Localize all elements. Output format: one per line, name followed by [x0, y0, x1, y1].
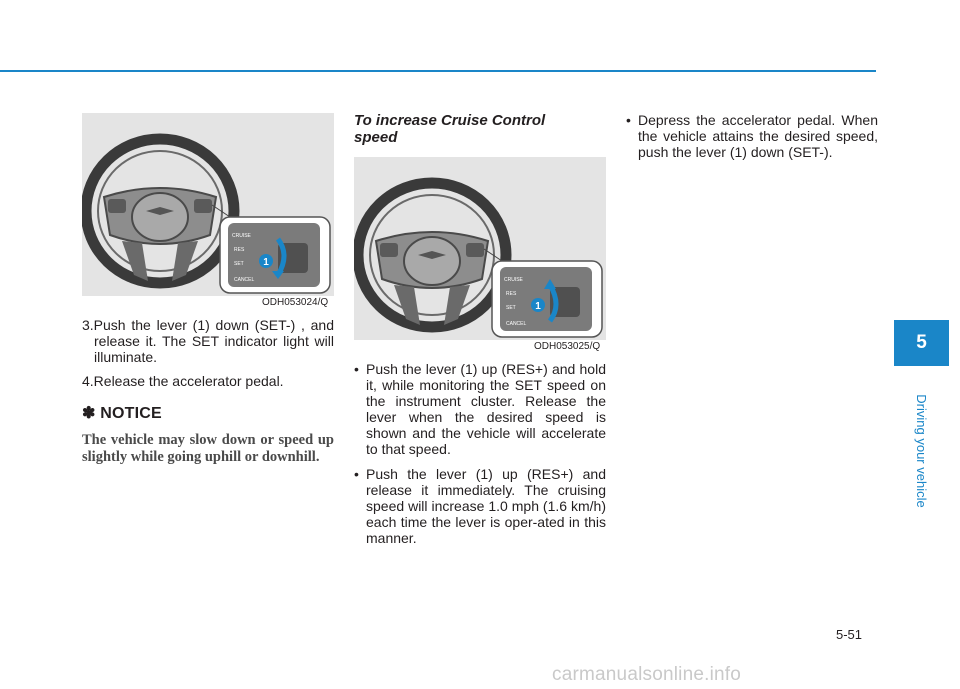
notice-body: The vehicle may slow down or speed up slightly while going uphill or downhill. — [82, 432, 334, 465]
notice-title: NOTICE — [100, 405, 162, 422]
res-label: RES — [234, 247, 245, 253]
watermark: carmanualsonline.info — [552, 664, 742, 685]
header-rule — [0, 70, 876, 72]
steering-wheel-figure-set — [82, 113, 334, 296]
accelerator-bullets — [626, 112, 878, 169]
res-label: RES — [506, 291, 517, 297]
set-label: SET — [234, 261, 244, 267]
bullet-item — [354, 361, 606, 457]
callout-number: 1 — [263, 257, 269, 268]
steering-wheel-figure-res — [354, 157, 606, 340]
bullet-item — [626, 112, 878, 160]
callout-number: 1 — [535, 301, 541, 312]
res-bullets — [354, 361, 606, 555]
bullet-dot-icon: • — [354, 361, 359, 377]
bullet-text: Push the lever (1) up (RES+) and hold it, while monitoring the SET speed on the instrument cluster. Release the lever when the desired speed is shown and the vehicle will accelerate to that speed. — [366, 361, 606, 457]
page-number: 5-51 — [836, 627, 863, 642]
section-title: To increase Cruise Control speed — [354, 112, 546, 146]
cancel-label: CANCEL — [234, 277, 255, 283]
bullet-text: Depress the accelerator pedal. When the vehicle attains the desired speed, push the lever (1) down (SET-). — [638, 112, 878, 160]
set-label: SET — [506, 305, 516, 311]
cruise-label: CRUISE — [232, 233, 251, 239]
notice-star-icon: ✽ — [82, 405, 96, 422]
cancel-label: CANCEL — [506, 321, 527, 327]
chapter-tab: 5 — [894, 320, 949, 366]
steering-wheel-set-illustration — [82, 113, 334, 296]
set-steps — [82, 317, 334, 397]
bullet-text: Push the lever (1) up (RES+) and release it immediately. The cruising speed will increase 1.0 mph (1.6 km/h) each time the lever is oper-ated in this manner. — [366, 466, 606, 546]
bullet-dot-icon: • — [626, 112, 631, 128]
steering-wheel-res-illustration — [354, 157, 606, 340]
chapter-title: Driving your vehicle — [914, 394, 929, 508]
figure-code-res: ODH053025/Q — [534, 341, 601, 352]
step-item: 3.Push the lever (1) down (SET-) , and release it. The SET indicator light will illuminate. — [82, 317, 334, 365]
cruise-label: CRUISE — [504, 277, 523, 283]
bullet-item — [354, 466, 606, 546]
notice-heading — [82, 403, 162, 423]
bullet-dot-icon: • — [354, 466, 359, 482]
figure-code-set: ODH053024/Q — [262, 297, 329, 308]
step-item: 4.Release the accelerator pedal. — [82, 373, 284, 389]
